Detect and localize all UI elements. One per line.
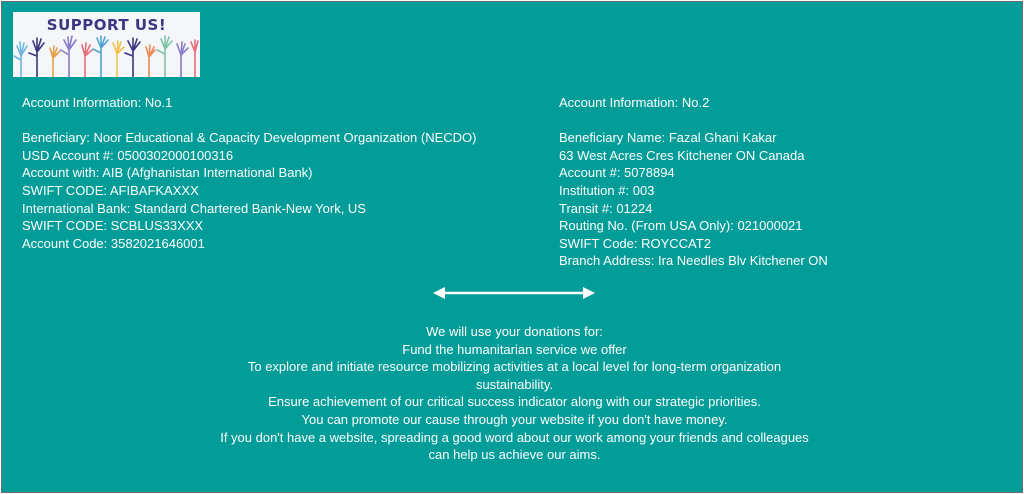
account-2-heading: Account Information: No.2 (559, 95, 710, 110)
account-1-swift-code: SWIFT CODE: AFIBAFKAXXX (22, 182, 199, 198)
account-2-transit: Transit #: 01224 (559, 200, 653, 216)
donation-intro: We will use your donations for: (426, 324, 603, 339)
support-us-banner (13, 12, 200, 77)
account-info-2 (559, 94, 999, 270)
account-2-beneficiary-name: Beneficiary Name: Fazal Ghani Kakar (559, 130, 777, 146)
account-1-usd-account: USD Account #: 0500302000100316 (22, 147, 234, 163)
account-2-account-number: Account #: 5078894 (559, 165, 675, 181)
double-headed-arrow-icon (433, 285, 595, 301)
donation-use-item: Ensure achievement of our critical success indicator along with our strategic priorities. (268, 394, 761, 410)
account-info-1 (22, 94, 542, 252)
account-1-account-with: Account with: AIB (Afghanistan International Bank) (22, 165, 313, 181)
account-2-swift-code: SWIFT Code: ROYCCAT2 (559, 235, 711, 251)
donation-uses (152, 323, 877, 464)
account-1-account-code: Account Code: 3582021646001 (22, 235, 205, 251)
donation-use-item: Fund the humanitarian service we offer (402, 341, 627, 357)
account-2-routing: Routing No. (From USA Only): 021000021 (559, 218, 803, 234)
donation-use-item: To explore and initiate resource mobilizing activities at a local level for long-term organization (247, 359, 782, 375)
account-1-beneficiary: Beneficiary: Noor Educational & Capacity Development Organization (NECDO) (22, 130, 477, 146)
donation-use-item: If you don't have a website, spreading a good word about our work among your friends and colleagues (220, 429, 809, 445)
account-2-address: 63 West Acres Cres Kitchener ON Canada (559, 147, 805, 163)
donation-panel (1, 1, 1023, 493)
donation-use-item: You can promote our cause through your website if you don't have money. (301, 411, 728, 427)
donation-use-item: sustainability. (475, 376, 554, 392)
account-1-international-bank: International Bank: Standard Chartered Bank-New York, US (22, 200, 366, 216)
donation-use-item: can help us achieve our aims. (428, 447, 601, 463)
account-1-heading: Account Information: No.1 (22, 95, 173, 110)
account-1-intl-swift-code: SWIFT CODE: SCBLUS33XXX (22, 218, 204, 234)
raised-hands-icon (13, 34, 200, 77)
account-2-institution: Institution #: 003 (559, 182, 655, 198)
banner-title: SUPPORT US! (46, 16, 167, 34)
account-2-branch-address: Branch Address: Ira Needles Blv Kitchener ON (559, 253, 828, 269)
